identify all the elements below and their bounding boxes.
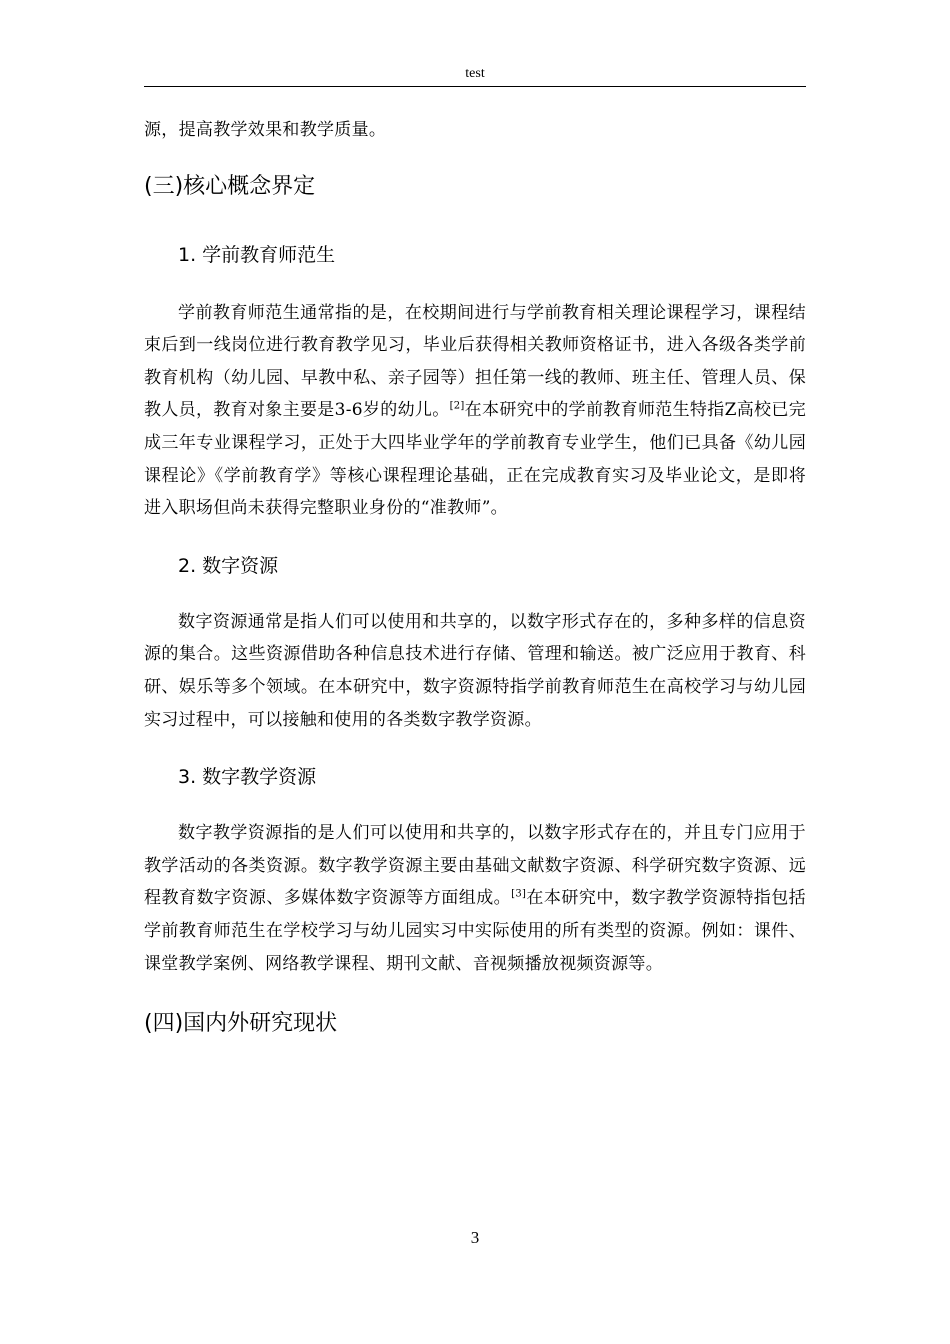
citation-ref: [3] bbox=[511, 888, 527, 900]
document-body bbox=[144, 114, 806, 1037]
section-heading-4: (四)国内外研究现状 bbox=[144, 1011, 338, 1037]
page-header: test bbox=[465, 66, 485, 81]
subsection-heading-1: 1. 学前教育师范生 bbox=[178, 243, 336, 266]
subsection-heading-3: 3. 数字教学资源 bbox=[178, 766, 317, 789]
header-rule bbox=[144, 86, 806, 87]
paragraph-text: 数字教学资源指的是人们可以使用和共享的，以数字形式存在的，并且专门应用于教学活动的各类资源。数字教学资源主要由基础文献数字资源、科学研究数字资源、远程教育数字资源、多媒体数字资源等方面组成。 bbox=[144, 823, 806, 909]
intro-tail-paragraph: 源，提高教学效果和教学质量。 bbox=[144, 120, 387, 140]
paragraph-digital-resources: 数字资源通常是指人们可以使用和共享的，以数字形式存在的，多种多样的信息资源的集合。这些资源借助各种信息技术进行存储、管理和输送。被广泛应用于教育、科研、娱乐等多个领域。在本研究中，数字资源特指学前教育师范生在高校学习与幼儿园实习过程中，可以接触和使用的各类数字教学资源。 bbox=[144, 611, 806, 730]
paragraph-preschool-student bbox=[144, 297, 806, 525]
section-heading-3: (三)核心概念界定 bbox=[144, 173, 316, 199]
page-number: 3 bbox=[470, 1228, 480, 1247]
paragraph-text: 学前教育师范生通常指的是，在校期间进行与学前教育相关理论课程学习，课程结束后到一线岗位进行教育教学见习，毕业后获得相关教师资格证书，进入各级各类学前教育机构（幼儿园、早教中私、亲子园等）担任第一线的教师、班主任、管理人员、保教人员，教育对象主要是3-6岁的幼儿。 bbox=[144, 302, 806, 421]
paragraph-text: 在本研究中的学前教育师范生特指Z高校已完成三年专业课程学习，正处于大四毕业学年的学前教育专业学生，他们已具备《幼儿园课程论》《学前教育学》等核心课程理论基础，正在完成教育实习及毕业论文，是即将进入职场但尚未获得完整职业身份的“准教师”。 bbox=[144, 400, 807, 519]
citation-ref: [2] bbox=[449, 400, 465, 412]
paragraph-digital-teaching-resources bbox=[144, 817, 806, 980]
paragraph-text: 在本研究中，数字教学资源特指包括学前教育师范生在学校学习与幼儿园实习中实际使用的所有类型的资源。例如：课件、课堂教学案例、网络教学课程、期刊文献、音视频播放视频资源等。 bbox=[144, 888, 806, 974]
subsection-heading-2: 2. 数字资源 bbox=[178, 554, 279, 577]
